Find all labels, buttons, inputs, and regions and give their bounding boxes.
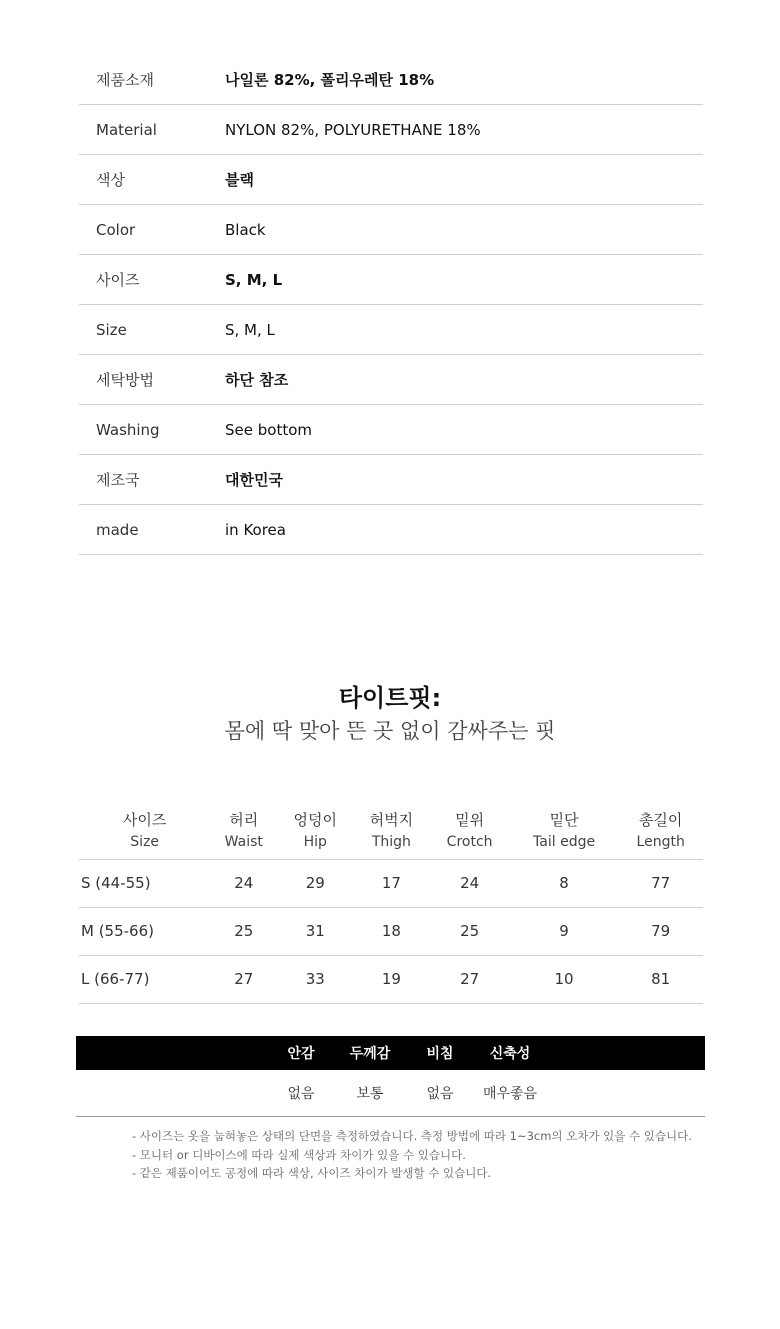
table-cell: 9	[559, 922, 569, 940]
table-cell: 17	[381, 874, 401, 892]
table-cell: 25	[234, 922, 254, 940]
spec-label: 제조국	[96, 471, 140, 489]
spec-label: 사이즈	[96, 271, 140, 289]
spec-value: Black	[225, 220, 266, 239]
feature-header-lining: 안감	[287, 1046, 315, 1062]
table-cell: 77	[651, 874, 671, 892]
spec-row-size-ko	[79, 255, 703, 305]
header-ko: 밑위	[455, 810, 485, 829]
table-cell: 25	[460, 922, 480, 940]
table-cell: 79	[651, 922, 671, 940]
table-cell: L (66-77)	[81, 970, 150, 988]
feature-value-sheerness: 없음	[426, 1086, 454, 1102]
spec-label: 세탁방법	[96, 371, 154, 389]
header-en: Crotch	[446, 833, 493, 850]
header-ko: 총길이	[638, 810, 683, 829]
spec-value: 대한민국	[225, 471, 283, 489]
table-cell: 8	[559, 874, 569, 892]
table-cell: 24	[234, 874, 254, 892]
spec-label: 색상	[96, 171, 125, 189]
spec-label: Size	[96, 320, 127, 339]
spec-label: Washing	[96, 420, 160, 439]
header-thigh	[353, 803, 429, 859]
table-cell: 29	[305, 874, 325, 892]
header-ko: 밑단	[549, 810, 579, 829]
feature-header-thickness: 두께감	[349, 1046, 391, 1062]
fit-title: 타이트핏:	[338, 684, 442, 712]
product-spec-table	[79, 55, 703, 555]
spec-row-material-en	[79, 105, 703, 155]
feature-header-bar	[76, 1036, 705, 1070]
spec-row-color-ko	[79, 155, 703, 205]
table-cell: 24	[460, 874, 480, 892]
feature-values-row	[76, 1070, 705, 1117]
spec-row-made-en	[79, 505, 703, 555]
spec-row-size-en	[79, 305, 703, 355]
spec-row-washing-en	[79, 405, 703, 455]
header-hip	[277, 803, 353, 859]
table-cell: 19	[381, 970, 401, 988]
note-line: - 모니터 or 디바이스에 따라 실제 색상과 차이가 있을 수 있습니다.	[132, 1147, 466, 1162]
header-tail-edge	[510, 803, 619, 859]
table-cell: 27	[460, 970, 480, 988]
feature-header-stretch: 신축성	[489, 1046, 531, 1062]
header-ko: 엉덩이	[293, 810, 338, 829]
table-cell: 33	[305, 970, 325, 988]
header-waist	[210, 803, 277, 859]
spec-value: S, M, L	[225, 320, 275, 339]
spec-label: made	[96, 520, 139, 539]
header-size	[79, 803, 210, 859]
header-ko: 허벅지	[369, 810, 414, 829]
note-line: - 사이즈는 옷을 눕혀놓은 상태의 단면을 측정하였습니다. 측정 방법에 따라 1~3cm의 오차가 있을 수 있습니다.	[132, 1129, 692, 1143]
table-cell: S (44-55)	[81, 874, 151, 892]
spec-value: 나일론 82%, 폴리우레탄 18%	[225, 71, 435, 89]
header-crotch	[429, 803, 509, 859]
table-row	[79, 907, 703, 955]
table-cell: 31	[305, 922, 325, 940]
table-cell: 10	[554, 970, 574, 988]
spec-value: S, M, L	[225, 270, 283, 289]
spec-label: Material	[96, 120, 157, 139]
feature-value-lining: 없음	[287, 1086, 315, 1102]
spec-value: See bottom	[225, 420, 312, 439]
table-row	[79, 955, 703, 1003]
header-en: Length	[636, 833, 685, 850]
header-ko: 허리	[229, 810, 259, 829]
spec-value: 하단 참조	[225, 371, 289, 389]
spec-label: 제품소재	[96, 71, 154, 89]
feature-value-thickness: 보통	[356, 1086, 384, 1102]
table-cell: 81	[651, 970, 671, 988]
table-cell: M (55-66)	[81, 922, 155, 940]
note-line: - 같은 제품이어도 공정에 따라 색상, 사이즈 차이가 발생할 수 있습니다.	[132, 1166, 492, 1180]
spec-value: 블랙	[225, 171, 254, 189]
spec-row-material-ko	[79, 55, 703, 105]
fit-description: 몸에 딱 맞아 뜬 곳 없이 감싸주는 핏	[224, 719, 556, 743]
table-row	[79, 859, 703, 907]
spec-row-washing-ko	[79, 355, 703, 405]
header-en: Waist	[224, 833, 263, 850]
size-chart-table	[79, 803, 703, 1004]
spec-row-color-en	[79, 205, 703, 255]
header-en: Thigh	[371, 833, 411, 850]
spec-value: NYLON 82%, POLYURETHANE 18%	[225, 120, 481, 139]
header-length	[618, 803, 703, 859]
size-table-header-row	[79, 803, 703, 859]
table-cell: 27	[234, 970, 254, 988]
header-ko: 사이즈	[122, 810, 167, 829]
feature-header-sheerness: 비침	[426, 1046, 454, 1062]
spec-value: in Korea	[225, 520, 286, 539]
header-en: Tail edge	[533, 833, 596, 850]
feature-value-stretch: 매우좋음	[482, 1086, 538, 1102]
table-cell: 18	[381, 922, 401, 940]
size-notes	[132, 1127, 732, 1183]
spec-row-made-ko	[79, 455, 703, 505]
header-en: Size	[130, 833, 160, 850]
spec-label: Color	[96, 220, 136, 239]
fit-section	[0, 682, 780, 746]
header-en: Hip	[303, 833, 327, 850]
